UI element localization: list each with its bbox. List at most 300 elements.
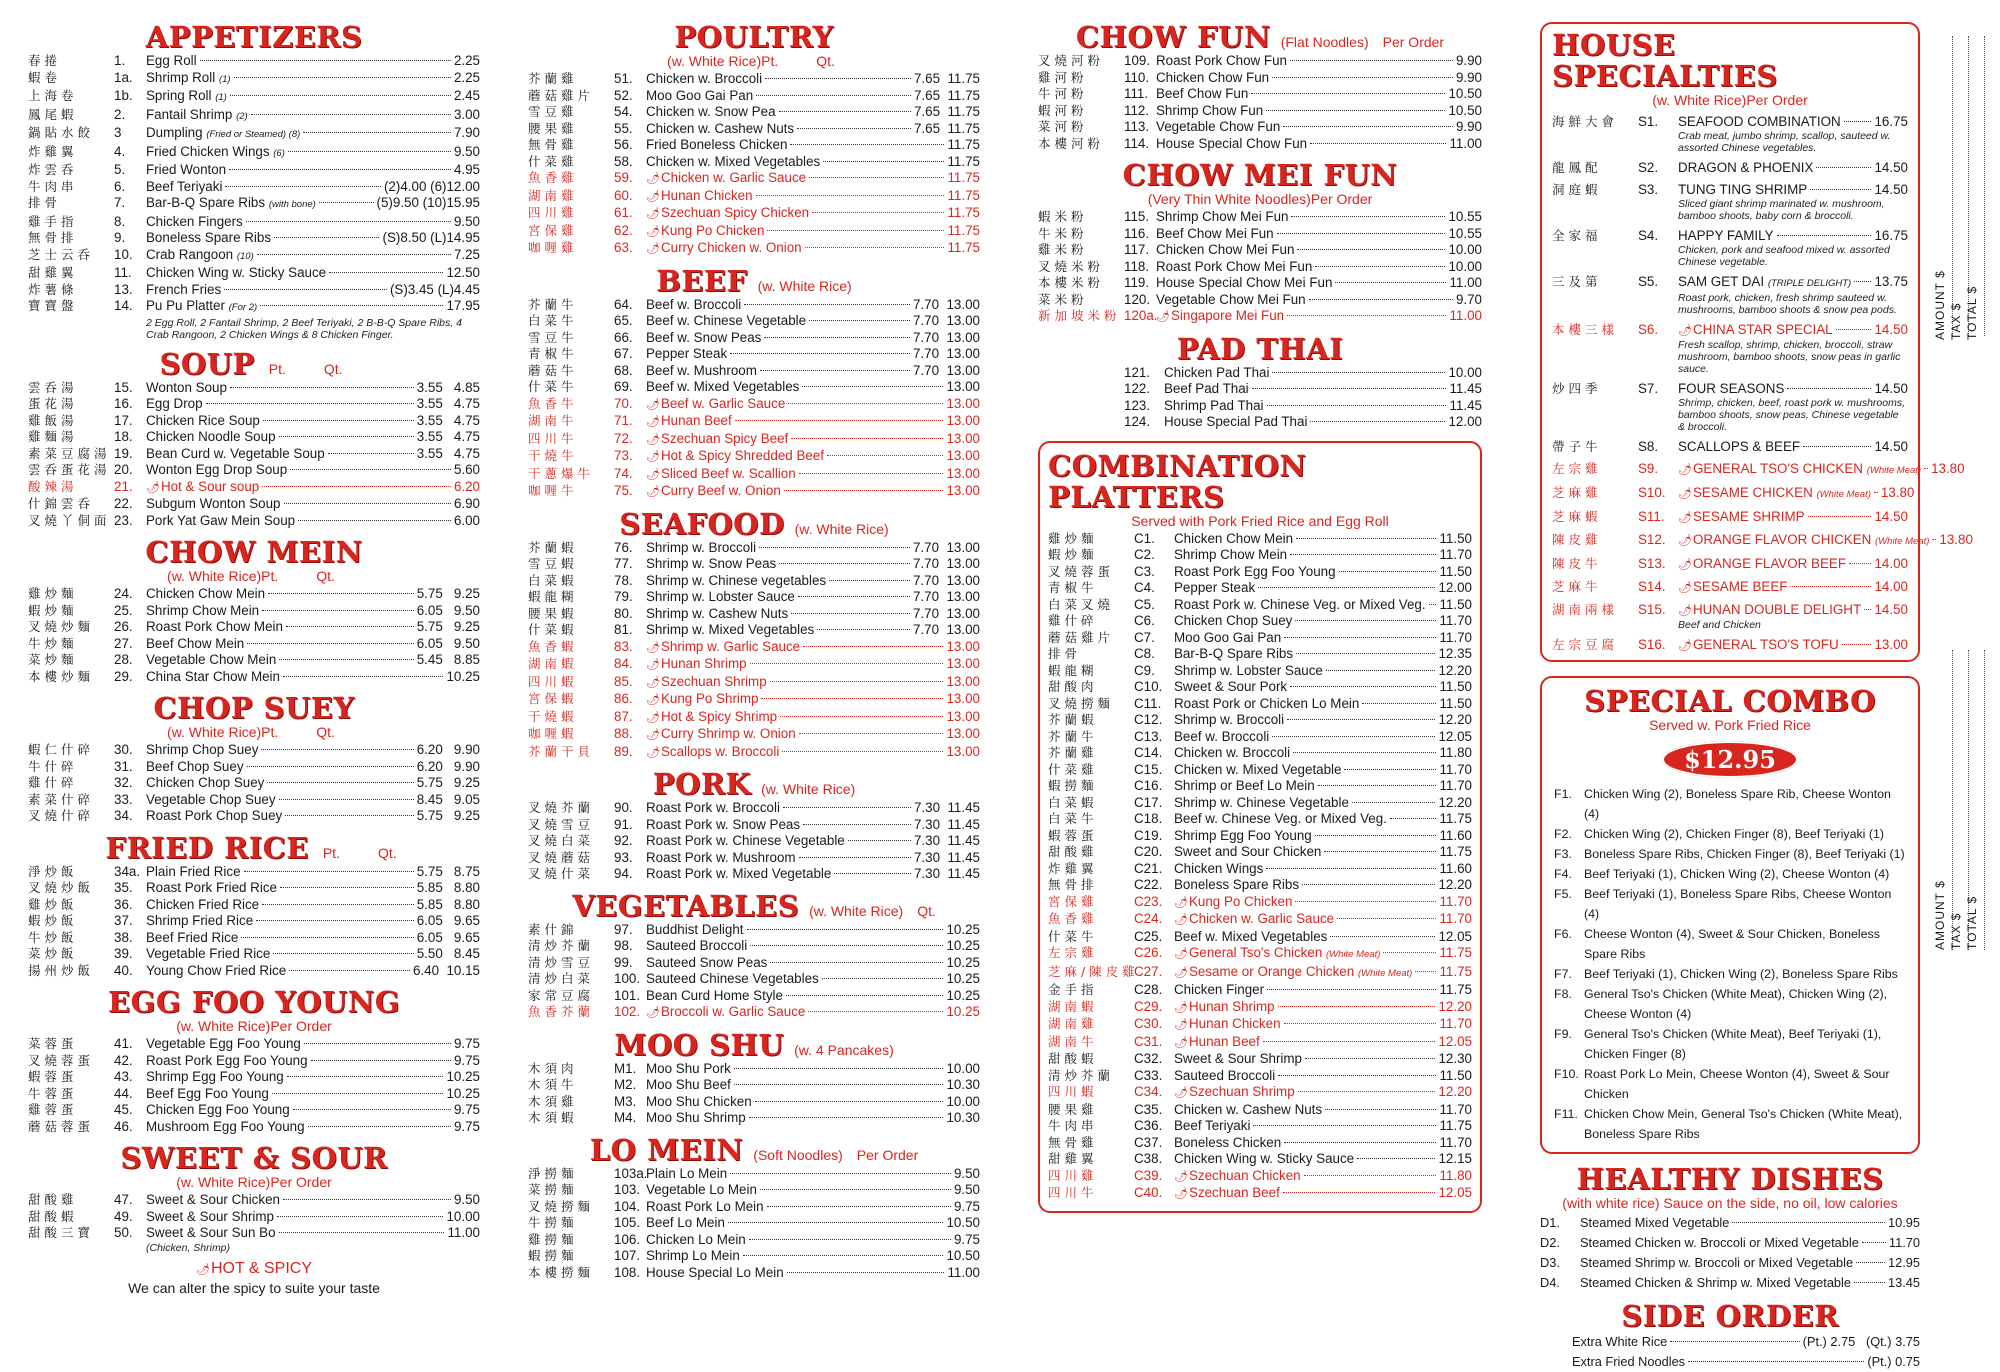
chinese-name: 木須雞 [528, 1093, 578, 1109]
menu-item[interactable] [28, 214, 480, 231]
combo-item[interactable] [1554, 784, 1906, 824]
menu-item[interactable] [528, 922, 980, 939]
menu-item[interactable] [1540, 1233, 1920, 1253]
section-subline [1038, 191, 1482, 207]
menu-item[interactable] [28, 195, 480, 214]
combo-item[interactable] [1554, 1024, 1906, 1064]
menu-item[interactable] [1048, 844, 1472, 861]
item-price: 9.90 [1455, 119, 1482, 134]
menu-item[interactable] [528, 622, 980, 639]
menu-item[interactable] [528, 363, 980, 380]
chinese-name: 三及第 [1552, 274, 1602, 289]
item-name-wrap [646, 955, 767, 972]
item-name: Sliced Beef w. Scallion [660, 465, 796, 481]
menu-item[interactable] [528, 71, 980, 88]
menu-item[interactable] [28, 230, 480, 247]
item-name-wrap [146, 1209, 274, 1226]
item-number: C4. [1134, 580, 1155, 595]
menu-item[interactable] [1048, 982, 1472, 999]
menu-item[interactable] [1038, 103, 1482, 120]
menu-item[interactable] [28, 413, 480, 430]
menu-item[interactable] [28, 1069, 480, 1086]
size-headers [761, 53, 835, 69]
item-name-wrap [646, 833, 845, 850]
menu-item[interactable] [28, 282, 480, 299]
menu-item[interactable] [1552, 579, 1908, 596]
menu-item[interactable] [528, 988, 980, 1005]
menu-item[interactable] [1048, 945, 1472, 964]
menu-item[interactable] [528, 817, 980, 834]
menu-item[interactable] [1552, 322, 1908, 339]
menu-item[interactable] [1048, 762, 1472, 779]
menu-item[interactable] [28, 144, 480, 163]
menu-item[interactable] [28, 125, 480, 144]
item-price: 9.50 [953, 1165, 980, 1181]
hot-spicy-icon: 🌶 [646, 676, 660, 689]
menu-item[interactable] [1048, 1084, 1472, 1102]
menu-item[interactable] [1048, 1068, 1472, 1085]
menu-item[interactable] [28, 179, 480, 196]
menu-item[interactable] [1540, 1352, 1920, 1372]
menu-item[interactable] [528, 483, 980, 501]
menu-item[interactable] [28, 669, 480, 686]
item-price: 5.45 8.85 [416, 652, 480, 667]
menu-item[interactable] [1038, 292, 1482, 309]
item-description: Chicken, pork and seafood mixed w. assorted Chinese vegetable. [1678, 244, 1890, 268]
section-subline [28, 724, 480, 740]
menu-item[interactable] [528, 1248, 980, 1265]
menu-item[interactable] [28, 1102, 480, 1119]
menu-item[interactable] [28, 808, 480, 825]
item-number: 105. [614, 1215, 641, 1230]
item-name: SCALLOPS & BEEF [1678, 439, 1801, 454]
total-label-bottom: TOTAL $ [1965, 895, 1979, 950]
menu-item[interactable] [28, 70, 480, 89]
menu-item[interactable] [1038, 398, 1482, 415]
menu-item[interactable] [528, 674, 980, 692]
menu-item[interactable] [1048, 1016, 1472, 1034]
item-name: Chicken w. Cashew Nuts [1174, 1101, 1323, 1117]
item-number: 45. [114, 1102, 133, 1117]
menu-item[interactable] [1038, 381, 1482, 398]
menu-item[interactable] [528, 1265, 980, 1282]
menu-item[interactable] [28, 946, 480, 963]
hot-spicy-icon: 🌶 [646, 208, 660, 220]
item-price: 5.75 8.75 [416, 863, 480, 879]
chinese-name: 牛肉串 [28, 178, 78, 194]
menu-item[interactable] [1552, 439, 1908, 455]
item-name-wrap [146, 247, 254, 266]
leader-dots [277, 1216, 443, 1217]
item-name: TUNG TING SHRIMP [1678, 182, 1808, 197]
item-name: Sauteed Broccoli [646, 938, 748, 953]
menu-item[interactable] [28, 880, 480, 897]
menu-item[interactable] [1048, 929, 1472, 946]
chinese-name: 雞飯湯 [28, 412, 78, 428]
menu-item[interactable] [1048, 828, 1472, 845]
menu-item[interactable] [528, 330, 980, 347]
menu-item[interactable] [28, 107, 480, 126]
menu-item[interactable] [1048, 1185, 1472, 1203]
menu-item[interactable] [28, 913, 480, 930]
menu-item[interactable] [1540, 1273, 1920, 1293]
menu-item[interactable] [1552, 160, 1908, 176]
menu-item[interactable] [28, 380, 480, 397]
menu-item[interactable] [1552, 485, 1915, 503]
menu-item[interactable] [28, 759, 480, 776]
menu-item[interactable] [28, 1053, 480, 1070]
item-name-wrap [1580, 1253, 1853, 1273]
menu-item[interactable] [1038, 242, 1482, 259]
menu-item[interactable] [28, 792, 480, 809]
menu-item[interactable] [28, 930, 480, 947]
menu-item[interactable] [28, 247, 480, 266]
menu-item[interactable] [1038, 226, 1482, 243]
item-name-wrap [146, 162, 226, 179]
menu-item[interactable] [1048, 861, 1472, 878]
menu-item[interactable] [528, 709, 980, 727]
item-name-wrap [1174, 729, 1269, 746]
menu-item[interactable] [528, 639, 980, 657]
section-header [1038, 22, 1482, 53]
menu-item[interactable] [1552, 509, 1908, 526]
menu-item[interactable] [528, 170, 980, 188]
item-name-wrap [646, 556, 776, 573]
menu-item[interactable] [528, 1094, 980, 1111]
item-name: Vegetable Chow Mein [146, 652, 277, 667]
menu-item[interactable] [528, 540, 980, 557]
menu-item[interactable] [528, 1004, 980, 1022]
menu-item[interactable] [1048, 1034, 1472, 1052]
menu-item[interactable] [1048, 1151, 1472, 1168]
leader-dots [799, 473, 944, 474]
menu-item[interactable] [1552, 461, 1965, 479]
section-header [28, 537, 480, 568]
item-price: 9.75 [453, 1102, 480, 1117]
menu-item[interactable] [1048, 564, 1472, 581]
menu-item[interactable] [528, 691, 980, 709]
menu-item[interactable] [1048, 964, 1472, 983]
item-name: Moo Shu Shrimp [646, 1110, 746, 1125]
menu-item[interactable] [28, 775, 480, 792]
item-name-wrap [646, 938, 747, 955]
combo-item[interactable] [1554, 824, 1906, 844]
menu-item[interactable] [28, 429, 480, 446]
menu-item[interactable] [528, 205, 980, 223]
menu-item[interactable] [1038, 275, 1482, 292]
item-price: 12.05 [1438, 1185, 1472, 1200]
menu-item[interactable] [1048, 679, 1472, 696]
menu-item[interactable] [1048, 911, 1472, 929]
item-price: 11.70 [1439, 761, 1472, 777]
chinese-name: 左宗豆腐 [1552, 637, 1619, 652]
menu-item[interactable] [1552, 274, 1908, 292]
combo-item[interactable] [1554, 1064, 1906, 1104]
leader-dots [200, 60, 451, 61]
menu-item[interactable] [28, 1036, 480, 1053]
menu-item[interactable] [528, 413, 980, 431]
chinese-name: 雞米粉 [1038, 242, 1088, 257]
menu-item[interactable] [28, 162, 480, 179]
item-note: (White Meat) [1866, 465, 1922, 476]
chinese-name: 蝦炒飯 [28, 913, 78, 928]
menu-item[interactable] [1038, 119, 1482, 136]
leader-dots [262, 610, 414, 611]
item-name-wrap [646, 540, 756, 557]
menu-item[interactable] [28, 265, 480, 282]
menu-item[interactable] [1048, 1102, 1472, 1119]
menu-item[interactable] [28, 53, 480, 70]
item-price: 9.50 [453, 143, 480, 159]
menu-item[interactable] [1038, 86, 1482, 103]
leader-dots [1305, 1058, 1435, 1059]
item-name-wrap [1156, 226, 1274, 243]
leader-dots [1836, 329, 1872, 330]
menu-item[interactable] [28, 479, 480, 497]
menu-item[interactable] [1048, 696, 1472, 713]
menu-item[interactable] [28, 462, 480, 479]
menu-item[interactable] [28, 619, 480, 636]
menu-item[interactable] [528, 971, 980, 988]
menu-item[interactable] [528, 589, 980, 606]
combo-item[interactable] [1554, 924, 1906, 964]
menu-item[interactable] [1552, 637, 1908, 654]
menu-item[interactable] [528, 240, 980, 258]
title-group [1123, 160, 1398, 191]
menu-item[interactable] [28, 446, 480, 463]
menu-item[interactable] [528, 313, 980, 330]
menu-item[interactable] [1552, 602, 1908, 619]
menu-item[interactable] [1048, 877, 1472, 894]
menu-item[interactable] [28, 496, 480, 513]
menu-item[interactable] [28, 586, 480, 603]
combo-item[interactable] [1554, 1104, 1906, 1144]
menu-item[interactable] [28, 298, 480, 317]
menu-item[interactable] [528, 726, 980, 744]
menu-item[interactable] [28, 636, 480, 653]
menu-item[interactable] [1048, 1135, 1472, 1152]
leader-dots [260, 305, 443, 306]
chinese-name: 雞什碎 [1048, 613, 1098, 628]
leader-dots [1258, 587, 1435, 588]
menu-item[interactable] [1038, 308, 1482, 326]
leader-dots [1790, 586, 1871, 587]
menu-item[interactable] [528, 744, 980, 762]
item-price: 7.70 13.00 [912, 296, 980, 312]
item-number: C35. [1134, 1101, 1163, 1117]
item-name: Chicken w. Snow Pea [646, 104, 776, 119]
menu-item[interactable] [528, 1182, 980, 1199]
menu-item[interactable] [528, 121, 980, 138]
menu-item[interactable] [1552, 182, 1908, 198]
item-name: Sweet & Sour Chicken [146, 1192, 280, 1207]
item-number: F5. [1554, 887, 1572, 901]
item-name-wrap [646, 223, 764, 241]
item-price: 11.00 [1449, 275, 1482, 290]
menu-item[interactable] [528, 1199, 980, 1216]
menu-item[interactable] [28, 963, 480, 980]
item-name: Chicken Wing w. Sticky Sauce [1174, 1151, 1355, 1166]
item-price: 7.30 11.45 [913, 800, 980, 815]
menu-item[interactable] [528, 573, 980, 590]
chinese-name: 蝦蓉蛋 [1048, 827, 1098, 843]
leader-dots [262, 486, 451, 487]
menu-item[interactable] [528, 396, 980, 414]
combo-item[interactable] [1554, 844, 1906, 864]
menu-item[interactable] [528, 1077, 980, 1094]
item-name: Extra Fried Noodles [1572, 1354, 1686, 1369]
menu-item[interactable] [528, 850, 980, 867]
leader-dots [1787, 388, 1871, 389]
menu-item[interactable] [28, 1192, 480, 1209]
menu-item[interactable] [28, 1119, 480, 1136]
hot-spicy-icon: 🌶 [1678, 512, 1692, 524]
menu-item[interactable] [1552, 228, 1908, 244]
item-name-wrap [646, 104, 776, 121]
menu-item[interactable] [1038, 53, 1482, 70]
menu-item[interactable] [28, 1086, 480, 1103]
leader-dots [760, 1189, 951, 1190]
menu-item[interactable] [528, 938, 980, 955]
combo-item[interactable] [1554, 984, 1906, 1024]
section-title: MOO SHU [614, 1027, 785, 1062]
chinese-name: 雪豆雞 [528, 104, 578, 119]
hot-spicy-icon: 🌶 [646, 225, 660, 238]
menu-item[interactable] [1048, 729, 1472, 746]
menu-item[interactable] [28, 603, 480, 620]
item-name-wrap [146, 775, 264, 792]
menu-item[interactable] [1048, 811, 1472, 828]
menu-item[interactable] [1048, 1118, 1472, 1135]
menu-item[interactable] [528, 833, 980, 850]
tax-label-top: TAX $ [1949, 302, 1963, 340]
menu-item[interactable] [1048, 613, 1472, 630]
menu-item[interactable] [28, 742, 480, 759]
menu-item[interactable] [1038, 414, 1482, 431]
menu-item[interactable] [528, 866, 980, 883]
chinese-name: 芥蘭雞 [528, 71, 578, 86]
item-number: D3. [1540, 1255, 1560, 1270]
menu-item[interactable] [1048, 580, 1472, 597]
menu-item[interactable] [1048, 1168, 1472, 1186]
chinese-name: 蝦龍糊 [1048, 662, 1098, 678]
item-name-wrap [146, 462, 287, 479]
menu-item[interactable] [528, 1061, 980, 1078]
item-number: 60. [614, 187, 633, 203]
menu-item[interactable] [28, 897, 480, 914]
menu-item[interactable] [1048, 630, 1472, 647]
menu-item[interactable] [528, 137, 980, 154]
menu-item[interactable] [1552, 532, 1973, 550]
menu-item[interactable] [28, 1209, 480, 1226]
menu-item[interactable] [28, 88, 480, 107]
menu-item[interactable] [1048, 663, 1472, 680]
leader-dots [234, 77, 451, 78]
menu-item[interactable] [1552, 381, 1908, 397]
menu-item[interactable] [528, 1166, 980, 1183]
menu-item[interactable] [528, 466, 980, 484]
menu-item[interactable] [528, 431, 980, 449]
menu-item[interactable] [1048, 547, 1472, 564]
menu-item[interactable] [1038, 365, 1482, 382]
menu-item[interactable] [28, 1225, 480, 1242]
menu-item[interactable] [528, 379, 980, 396]
menu-item[interactable] [1048, 999, 1472, 1017]
menu-item[interactable] [28, 513, 480, 530]
item-price: 10.25 [946, 1004, 980, 1019]
item-name-wrap [1174, 945, 1380, 964]
leader-dots [1310, 421, 1445, 422]
menu-item[interactable] [528, 606, 980, 623]
menu-item[interactable] [1048, 597, 1472, 614]
menu-item[interactable] [1048, 778, 1472, 795]
menu-item[interactable] [1540, 1332, 1920, 1352]
item-name: Roast Pork Lo Mein [646, 1198, 764, 1214]
menu-item[interactable] [1048, 1051, 1472, 1068]
menu-item[interactable] [1540, 1213, 1920, 1233]
chinese-name: 腰果雞 [1048, 1101, 1098, 1117]
item-number: 56. [614, 137, 633, 152]
menu-item[interactable] [1048, 646, 1472, 663]
menu-item[interactable] [528, 556, 980, 573]
menu-item[interactable] [528, 88, 980, 105]
menu-item[interactable] [28, 652, 480, 669]
menu-item[interactable] [528, 188, 980, 206]
menu-item[interactable] [528, 223, 980, 241]
chinese-name: 叉燒什碎 [28, 808, 95, 823]
menu-item[interactable] [528, 1110, 980, 1127]
menu-item[interactable] [528, 1232, 980, 1249]
item-number: D2. [1540, 1235, 1560, 1250]
menu-item[interactable] [528, 448, 980, 466]
combo-item[interactable] [1554, 884, 1906, 924]
menu-item[interactable] [528, 800, 980, 817]
menu-item[interactable] [1048, 531, 1472, 548]
chinese-name: 芝麻/陳皮雞 [1048, 963, 1139, 979]
menu-item[interactable] [1038, 70, 1482, 87]
menu-item[interactable] [28, 864, 480, 881]
item-price: 10.00 [446, 1208, 480, 1224]
menu-item[interactable] [1038, 209, 1482, 226]
combo-item[interactable] [1554, 964, 1906, 984]
menu-item[interactable] [1048, 745, 1472, 762]
leader-dots [241, 937, 413, 938]
menu-item[interactable] [1552, 556, 1908, 573]
menu-item[interactable] [528, 297, 980, 314]
menu-item[interactable] [1038, 259, 1482, 276]
menu-item[interactable] [1048, 712, 1472, 729]
menu-item[interactable] [528, 154, 980, 171]
menu-item[interactable] [1552, 114, 1908, 130]
section-chow-mei-fun [1038, 160, 1482, 326]
menu-item[interactable] [528, 955, 980, 972]
item-price: 11.80 [1439, 1167, 1472, 1183]
menu-item[interactable] [28, 396, 480, 413]
section-pork [528, 769, 980, 883]
item-number: 115. [1124, 209, 1150, 224]
menu-item[interactable] [528, 1215, 980, 1232]
menu-item[interactable] [1048, 894, 1472, 912]
leader-dots [283, 1199, 451, 1200]
combo-item[interactable] [1554, 864, 1906, 884]
menu-item[interactable] [1048, 795, 1472, 812]
chinese-name: 叉燒炒麵 [28, 619, 95, 634]
menu-item[interactable] [528, 104, 980, 121]
menu-item[interactable] [1038, 136, 1482, 153]
menu-item[interactable] [528, 656, 980, 674]
menu-item[interactable] [1540, 1253, 1920, 1273]
menu-item[interactable] [528, 346, 980, 363]
